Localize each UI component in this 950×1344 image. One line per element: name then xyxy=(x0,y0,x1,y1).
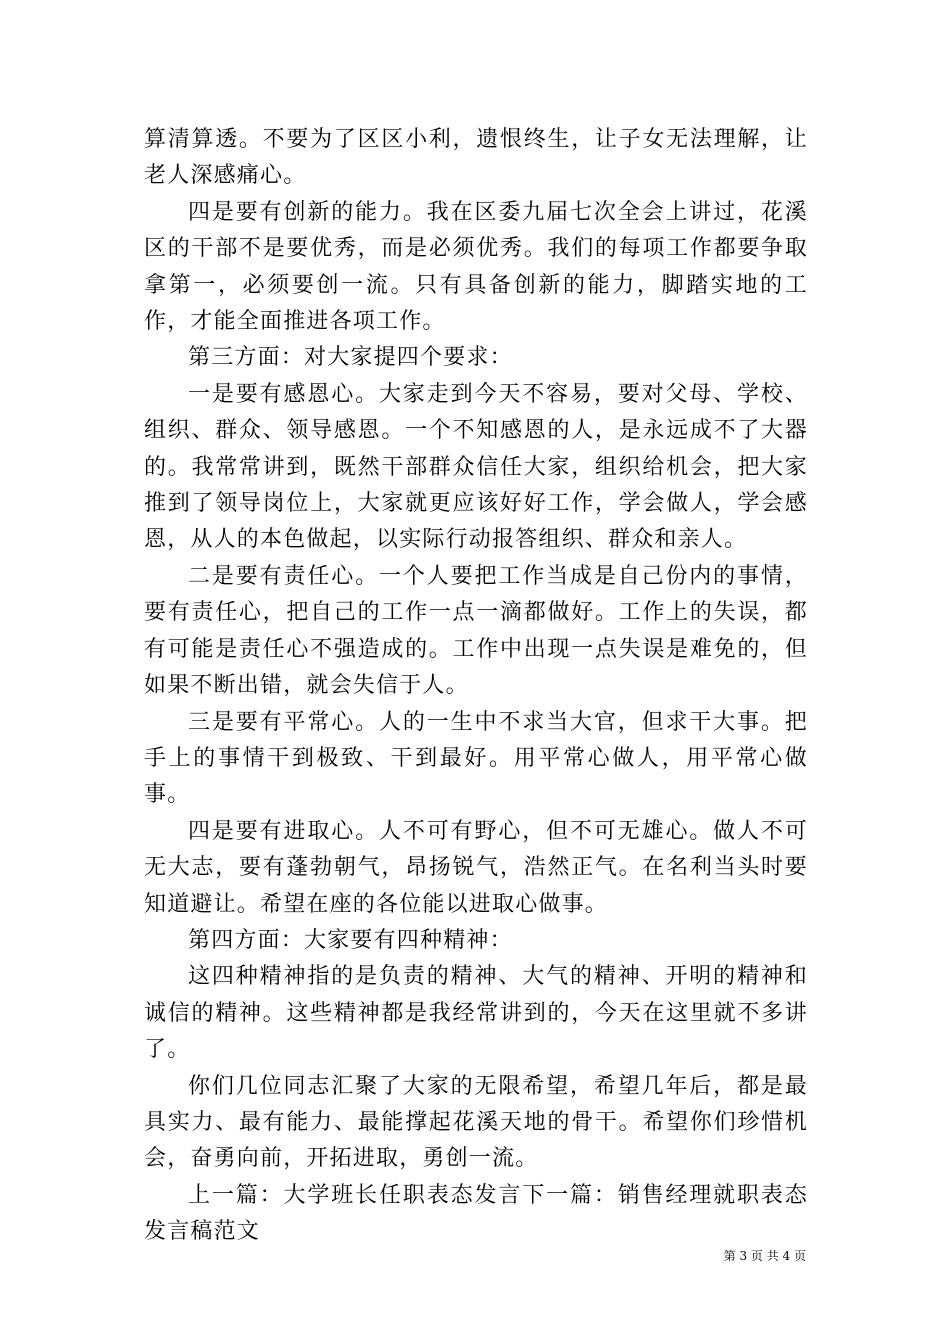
paragraph-four-spirits: 这四种精神指的是负责的精神、大气的精神、开明的精神和诚信的精神。这些精神都是我经常讲到的，今天在这里就不多讲了。 xyxy=(144,964,808,1063)
paragraph-ambition: 四是要有进取心。人不可有野心，但不可无雄心。做人不可无大志，要有蓬勃朝气，昂扬锐气，浩然正气。在名利当头时要知道避让。希望在座的各位能以进取心做事。 xyxy=(144,818,808,917)
footer-prefix: 第 xyxy=(723,1249,740,1263)
prev-next-links[interactable]: 上一篇：大学班长任职表态发言下一篇：销售经理就职表态发言稿范文 xyxy=(144,1182,808,1245)
section-heading-part-four: 第四方面：大家要有四种精神： xyxy=(188,927,513,953)
section-heading-part-three: 第三方面：对大家提四个要求： xyxy=(188,345,513,371)
paragraph-closing-hope: 你们几位同志汇聚了大家的无限希望，希望几年后，都是最具实力、最有能力、最能撑起花溪天地的骨干。希望你们珍惜机会，奋勇向前，开拓进取，勇创一流。 xyxy=(144,1073,808,1172)
paragraph-innovation: 四是要有创新的能力。我在区委九届七次全会上讲过，花溪区的干部不是要优秀，而是必须优秀。我们的每项工作都要争取拿第一，必须要创一流。只有具备创新的能力，脚踏实地的工作，才能全面推进各项工作。 xyxy=(144,199,808,335)
footer-middle: 页 共 xyxy=(747,1249,783,1263)
page-footer xyxy=(0,1248,806,1264)
total-page-count: 4 xyxy=(782,1249,791,1263)
paragraph-continuation: 算清算透。不要为了区区小利，遗恨终生，让子女无法理解，让老人深感痛心。 xyxy=(144,127,808,189)
current-page-number: 3 xyxy=(739,1249,748,1263)
paragraph-gratitude: 一是要有感恩心。大家走到今天不容易，要对父母、学校、组织、群众、领导感恩。一个不知感恩的人，是永远成不了大器的。我常常讲到，既然干部群众信任大家，组织给机会，把大家推到了领导岗位上，大家就更应该好好工作，学会做人，学会感恩，从人的本色做起，以实际行动报答组织、群众和亲人。 xyxy=(144,381,808,553)
document-body xyxy=(144,122,808,1251)
paragraph-responsibility: 二是要有责任心。一个人要把工作当成是自己份内的事情，要有责任心，把自己的工作一点一滴都做好。工作上的失误，都有可能是责任心不强造成的。工作中出现一点失误是难免的，但如果不断出错，就会失信于人。 xyxy=(144,563,808,699)
footer-suffix: 页 xyxy=(790,1249,806,1263)
paragraph-equanimity: 三是要有平常心。人的一生中不求当大官，但求干大事。把手上的事情干到极致、干到最好。用平常心做人，用平常心做事。 xyxy=(144,709,808,808)
